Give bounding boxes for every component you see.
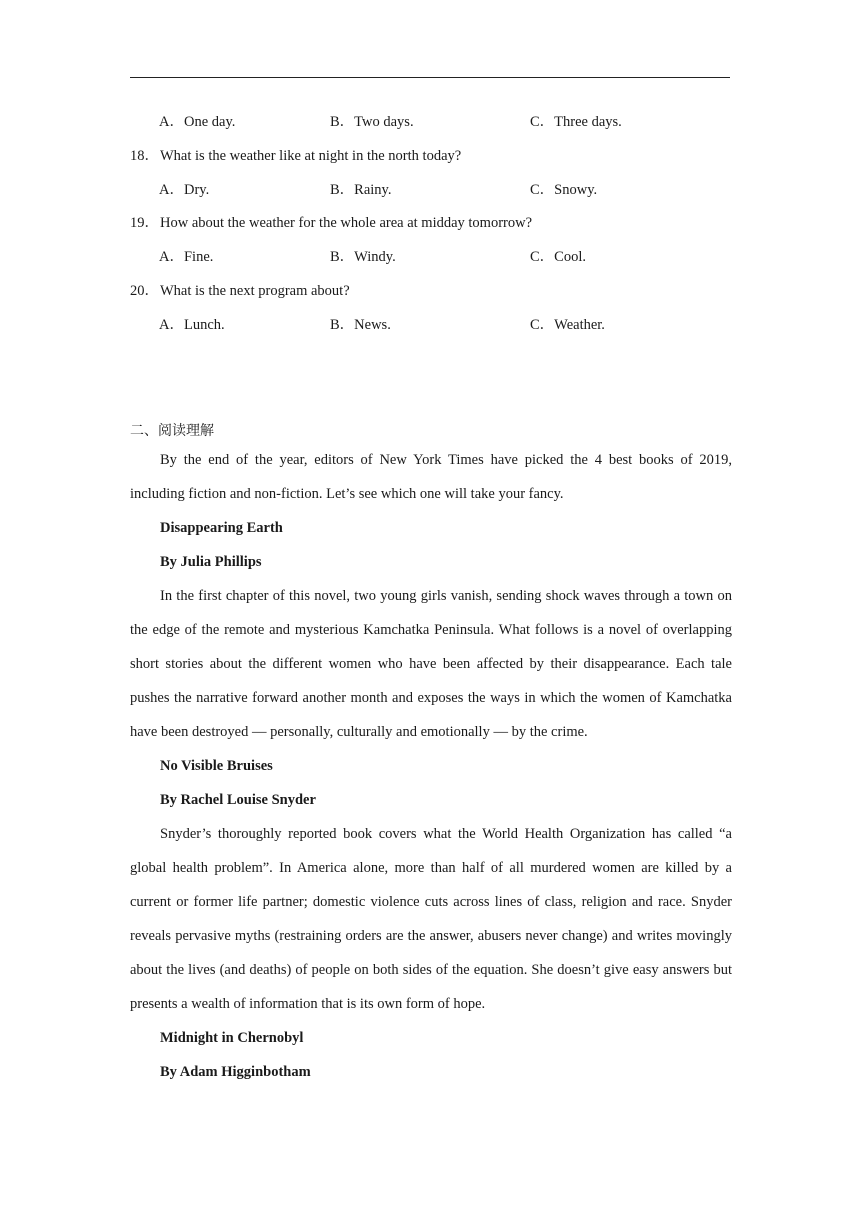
- question-text: What is the weather like at night in the north today?: [160, 148, 462, 164]
- book-author: By Adam Higginbotham: [160, 1064, 311, 1080]
- passage-intro: By the end of the year, editors of New York Times have picked the 4 best books of 2019, including fiction and non-fiction. Let’s see which one will take your fancy.: [130, 452, 732, 502]
- book-title: No Visible Bruises: [160, 758, 273, 774]
- book-description: In the first chapter of this novel, two young girls vanish, sending shock waves through a town on the edge of the remote and mysterious Kamchatka Peninsula. What follows is a novel of overlapping short stories about the different women who have been affected by their disappearance. Each tale pushes the narrative forward another month and exposes the ways in which the women of Kamchatka have been destroyed — personally, culturally and emotionally — by the crime.: [130, 588, 732, 740]
- book-author: By Rachel Louise Snyder: [160, 792, 316, 808]
- book-title: Midnight in Chernobyl: [160, 1030, 304, 1046]
- reading-passage: [130, 443, 732, 1089]
- question-19: [130, 213, 532, 233]
- q17-option-b[interactable]: B．Two days.: [330, 114, 414, 130]
- q18-option-a[interactable]: A．Dry.: [159, 182, 210, 198]
- book-title: Disappearing Earth: [160, 520, 283, 536]
- book-description: Snyder’s thoroughly reported book covers what the World Health Organization has called “a global health problem”. In America alone, more than half of all murdered women are killed by a current or former life partner; domestic violence cuts across lines of class, religion and race. Snyder reveals pervasive myths (restraining orders are the answer, abusers never change) and writes movingly about the lives (and deaths) of people on both sides of the equation. She doesn’t give easy answers but presents a wealth of information that is its own form of hope.: [130, 826, 732, 1012]
- q20-options: [159, 315, 679, 335]
- header-rule: [130, 77, 730, 78]
- book-author: By Julia Phillips: [160, 554, 262, 570]
- question-20: [130, 281, 350, 301]
- question-number: 20．: [130, 283, 159, 299]
- section-title: 二、阅读理解: [130, 423, 214, 439]
- q17-option-c[interactable]: C．Three days.: [530, 114, 622, 130]
- q19-option-a[interactable]: A．Fine.: [159, 249, 214, 265]
- q19-option-c[interactable]: C．Cool.: [530, 249, 586, 265]
- q19-options: [159, 247, 679, 267]
- q17-option-a[interactable]: A．One day.: [159, 114, 236, 130]
- question-text: How about the weather for the whole area at midday tomorrow?: [160, 215, 533, 231]
- q20-option-a[interactable]: A．Lunch.: [159, 317, 225, 333]
- q17-options: [159, 112, 679, 132]
- q18-option-c[interactable]: C．Snowy.: [530, 182, 598, 198]
- q20-option-c[interactable]: C．Weather.: [530, 317, 605, 333]
- question-text: What is the next program about?: [160, 283, 350, 299]
- q18-options: [159, 180, 679, 200]
- question-18: [130, 146, 461, 166]
- question-number: 19．: [130, 215, 159, 231]
- q18-option-b[interactable]: B．Rainy.: [330, 182, 392, 198]
- q20-option-b[interactable]: B．News.: [330, 317, 391, 333]
- question-number: 18．: [130, 148, 159, 164]
- q19-option-b[interactable]: B．Windy.: [330, 249, 396, 265]
